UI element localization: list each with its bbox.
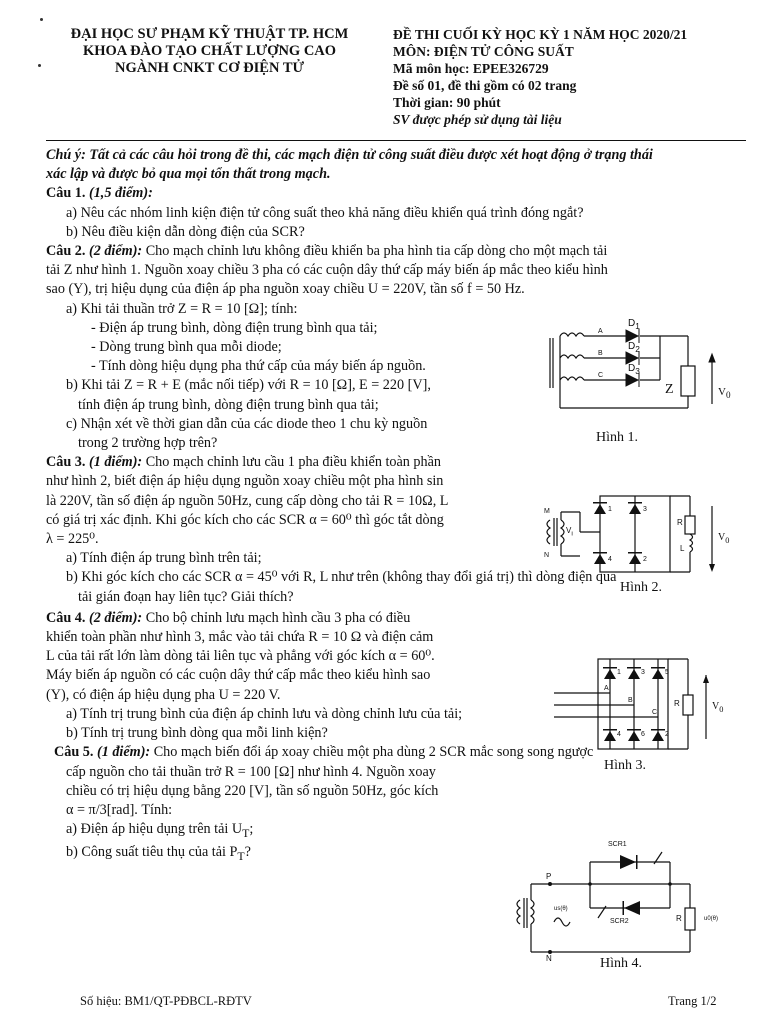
question-text: Cho bộ chỉnh lưu mạch hình cầu 3 pha có điều bbox=[142, 609, 411, 626]
question-part: a) Tính trị trung bình của điện áp chỉnh lưu và dòng chỉnh lưu của tải; bbox=[66, 705, 463, 722]
label-text: V bbox=[718, 532, 726, 543]
question-text: như hình 2, biết điện áp hiệu dụng nguồn xoay chiều một pha hình sin bbox=[46, 473, 444, 490]
question-part: trong 2 trường hợp trên? bbox=[78, 435, 218, 452]
terminal-n-label: N bbox=[546, 954, 552, 963]
resistor-r-label: R bbox=[676, 914, 682, 923]
figure-1-caption: Hình 1. bbox=[596, 430, 638, 445]
subscript: 3 bbox=[635, 366, 640, 376]
question-part: b) Nêu điều kiện dẫn dòng điện của SCR? bbox=[66, 223, 305, 240]
scr1-label: SCR1 bbox=[608, 841, 627, 848]
terminal-p-label: P bbox=[546, 872, 552, 881]
subscript: 0 bbox=[725, 536, 730, 545]
form-code: Số hiệu: BM1/QT-PĐBCL-RĐTV bbox=[80, 994, 252, 1008]
faculty-name: KHOA ĐÀO TẠO CHẤT LƯỢNG CAO bbox=[82, 43, 337, 59]
output-voltage-label: u0(θ) bbox=[704, 916, 719, 922]
question-part: a) Nêu các nhóm linh kiện điện tử công suất theo khả năng điều khiển quá trình đóng ngắt? bbox=[66, 204, 584, 221]
output-voltage-label bbox=[718, 532, 729, 545]
question-part: tải gián đoạn hay liên tục? Giải thích? bbox=[78, 588, 294, 605]
question-text: L của tải rất lớn làm dòng tải liên tục và phẳng với góc kích α = 60⁰. bbox=[46, 648, 435, 665]
load-z-label: Z bbox=[665, 382, 674, 397]
question-part: a) Khi tải thuần trở Z = R = 10 [Ω]; tính: bbox=[66, 300, 298, 317]
question-text: khiển toàn phần như hình 3, mắc vào tải chứa R = 10 Ω và điện cảm bbox=[46, 629, 434, 646]
phase-c-label: C bbox=[652, 709, 658, 716]
figure-4-caption: Hình 4. bbox=[600, 956, 642, 971]
question-text: Máy biến áp nguồn có các cuộn dây thứ cấp mắc theo kiểu hình sao bbox=[46, 667, 431, 684]
page-number: Trang 1/2 bbox=[668, 994, 717, 1008]
figure-4 bbox=[510, 838, 745, 963]
inductor-l-label: L bbox=[680, 544, 685, 553]
subscript: T bbox=[237, 848, 245, 863]
question-1 bbox=[46, 184, 746, 203]
resistor-r-label: R bbox=[674, 699, 680, 708]
label-text: D bbox=[628, 363, 636, 374]
question-title: Câu 5. bbox=[54, 744, 94, 761]
question-part: tính điện áp trung bình, dòng điện trung bình qua tải; bbox=[78, 396, 379, 413]
subscript: 1 bbox=[635, 321, 640, 331]
scr2-label: SCR2 bbox=[610, 918, 629, 925]
phase-c-label: C bbox=[598, 372, 604, 379]
scr-3-label: 3 bbox=[643, 506, 647, 513]
figure-2-caption: Hình 2. bbox=[620, 580, 662, 595]
scr-1-label: 1 bbox=[608, 506, 612, 513]
exam-number: Đề số 01, đề thi gồm có 02 trang bbox=[393, 78, 577, 93]
scan-speck bbox=[38, 64, 41, 67]
scr-2-label: 2 bbox=[665, 731, 669, 738]
question-part-text: b) Công suất tiêu thụ của tải P bbox=[66, 844, 238, 861]
resistor-r-label: R bbox=[677, 518, 683, 527]
scan-speck bbox=[40, 18, 43, 21]
question-part-text: a) Điện áp hiệu dụng trên tải U bbox=[66, 821, 243, 838]
terminal-n-label: N bbox=[544, 552, 550, 559]
label-text: V bbox=[712, 701, 720, 712]
question-part-text: ; bbox=[249, 821, 254, 838]
question-part: a) Tính điện áp trung bình trên tải; bbox=[66, 550, 262, 567]
major-name: NGÀNH CNKT CƠ ĐIỆN TỬ bbox=[114, 60, 305, 76]
exam-duration: Thời gian: 90 phút bbox=[393, 95, 501, 110]
label-text: V bbox=[566, 526, 572, 535]
question-part: b) Tính trị trung bình dòng qua mỗi linh kiện? bbox=[66, 725, 328, 742]
question-text: sao (Y), trị hiệu dụng của điện áp pha nguồn xoay chiều U = 220V, tần số f = 50 Hz. bbox=[46, 281, 525, 298]
diode-d3-label bbox=[628, 363, 640, 376]
question-points: (1 điểm): bbox=[96, 744, 151, 761]
figure-1-circuit bbox=[540, 318, 740, 428]
figure-4-circuit bbox=[510, 838, 745, 960]
question-part: b) Khi tải Z = R + E (mắc nối tiếp) với R = 10 [Ω], E = 220 [V], bbox=[66, 377, 431, 394]
label-text: V bbox=[718, 386, 726, 398]
question-title: Câu 4. bbox=[46, 609, 86, 626]
source-voltage-label: us(θ) bbox=[554, 906, 568, 912]
question-subpart: - Tính dòng hiệu dụng pha thứ cấp của máy biến áp nguồn. bbox=[91, 358, 426, 375]
input-voltage-label bbox=[566, 526, 573, 538]
question-subpart: - Điện áp trung bình, dòng điện trung bình qua tải; bbox=[91, 319, 378, 336]
output-voltage-label bbox=[712, 701, 723, 714]
question-part: b) Khi góc kích cho các SCR α = 45⁰ với R, L như trên (không thay đổi giá trị) thì dòng điện qua bbox=[66, 569, 617, 586]
scr-6-label: 6 bbox=[641, 731, 645, 738]
question-3 bbox=[46, 453, 746, 472]
subscript: 2 bbox=[635, 344, 640, 354]
subscript: 0 bbox=[725, 390, 731, 401]
course-code: Mã môn học: EPEE326729 bbox=[393, 61, 549, 76]
diode-d1-label bbox=[628, 318, 640, 331]
question-text: Cho mạch chỉnh lưu không điều khiển ba pha hình tia cấp dòng cho một mạch tải bbox=[142, 243, 608, 260]
label-text: D bbox=[628, 341, 636, 352]
scr-4-label: 4 bbox=[608, 556, 612, 563]
subscript: 0 bbox=[719, 705, 724, 714]
question-part: c) Nhận xét về thời gian dẫn của các diode theo 1 chu kỳ nguồn bbox=[66, 415, 428, 432]
exam-header bbox=[393, 26, 763, 128]
exam-note: Chú ý: Tất cả các câu hỏi trong đề thi, các mạch điện tử công suất điều được xét hoạt động ở trạng thái bbox=[46, 147, 653, 163]
terminal-m-label: M bbox=[544, 508, 550, 515]
header-divider bbox=[46, 140, 746, 141]
label-text: D bbox=[628, 318, 636, 329]
question-text: chiều có trị hiệu dụng bằng 220 [V], tần số nguồn 50Hz, góc kích bbox=[66, 782, 439, 799]
question-points: (2 điểm): bbox=[88, 609, 143, 626]
materials-allowed: SV được phép sử dụng tài liệu bbox=[393, 112, 562, 127]
scr-5-label: 5 bbox=[665, 669, 669, 676]
phase-b-label: B bbox=[598, 350, 603, 357]
question-subpart: - Dòng trung bình qua mỗi diode; bbox=[91, 339, 282, 356]
output-voltage-label bbox=[718, 386, 731, 400]
question-part-text: ? bbox=[244, 844, 251, 861]
question-points: (2 điểm): bbox=[88, 243, 143, 260]
question-text: Cho mạch biến đổi áp xoay chiều một pha dùng 2 SCR mắc song song ngược bbox=[150, 744, 594, 761]
question-text: Cho mạch chỉnh lưu cầu 1 pha điều khiển toàn phần bbox=[142, 454, 442, 471]
phase-a-label: A bbox=[598, 328, 603, 335]
question-title: Câu 1. bbox=[46, 185, 86, 202]
scr-1-label: 1 bbox=[617, 669, 621, 676]
question-text: cấp nguồn cho tải thuần trở R = 100 [Ω] như hình 4. Nguồn xoay bbox=[66, 763, 436, 780]
figure-3 bbox=[548, 655, 748, 755]
figure-3-caption: Hình 3. bbox=[604, 758, 646, 773]
question-text: (Y), có điện áp hiệu dụng pha U = 220 V. bbox=[46, 686, 281, 703]
question-title: Câu 2. bbox=[46, 243, 86, 260]
institution-header bbox=[52, 26, 367, 77]
question-4 bbox=[46, 609, 746, 628]
scr-2-label: 2 bbox=[643, 556, 647, 563]
question-2 bbox=[46, 242, 746, 261]
figure-2 bbox=[540, 490, 740, 580]
exam-note: xác lập và được bỏ qua mọi tổn thất trong mạch. bbox=[46, 166, 331, 183]
question-text: λ = 225⁰. bbox=[46, 531, 99, 548]
question-points: (1 điểm): bbox=[88, 454, 143, 471]
phase-b-label: B bbox=[628, 697, 633, 704]
subscript: i bbox=[571, 530, 573, 538]
diode-d2-label bbox=[628, 341, 640, 354]
subscript: T bbox=[242, 825, 250, 840]
university-name: ĐẠI HỌC SƯ PHẠM KỸ THUẬT TP. HCM bbox=[70, 26, 349, 42]
exam-title: ĐỀ THI CUỐI KỲ HỌC KỲ 1 NĂM HỌC 2020/21 bbox=[393, 27, 688, 42]
question-text: α = π/3[rad]. Tính: bbox=[66, 801, 173, 818]
phase-a-label: A bbox=[604, 685, 609, 692]
figure-1 bbox=[540, 318, 740, 428]
question-text: có giá trị xác định. Khi góc kích cho các SCR α = 60⁰ thì góc tắt dòng bbox=[46, 511, 444, 528]
question-points: (1,5 điểm): bbox=[88, 185, 153, 202]
course-name: MÔN: ĐIỆN TỬ CÔNG SUẤT bbox=[393, 44, 574, 59]
question-title: Câu 3. bbox=[46, 454, 86, 471]
scr-4-label: 4 bbox=[617, 731, 621, 738]
question-text: tải Z như hình 1. Nguồn xoay chiều 3 pha có các cuộn dây thứ cấp máy biến áp mắc theo kiểu hình bbox=[46, 262, 608, 279]
question-text: là 220V, tần số điện áp nguồn 50Hz, cung cấp dòng cho tải R = 10Ω, L bbox=[46, 492, 449, 509]
scr-3-label: 3 bbox=[641, 669, 645, 676]
